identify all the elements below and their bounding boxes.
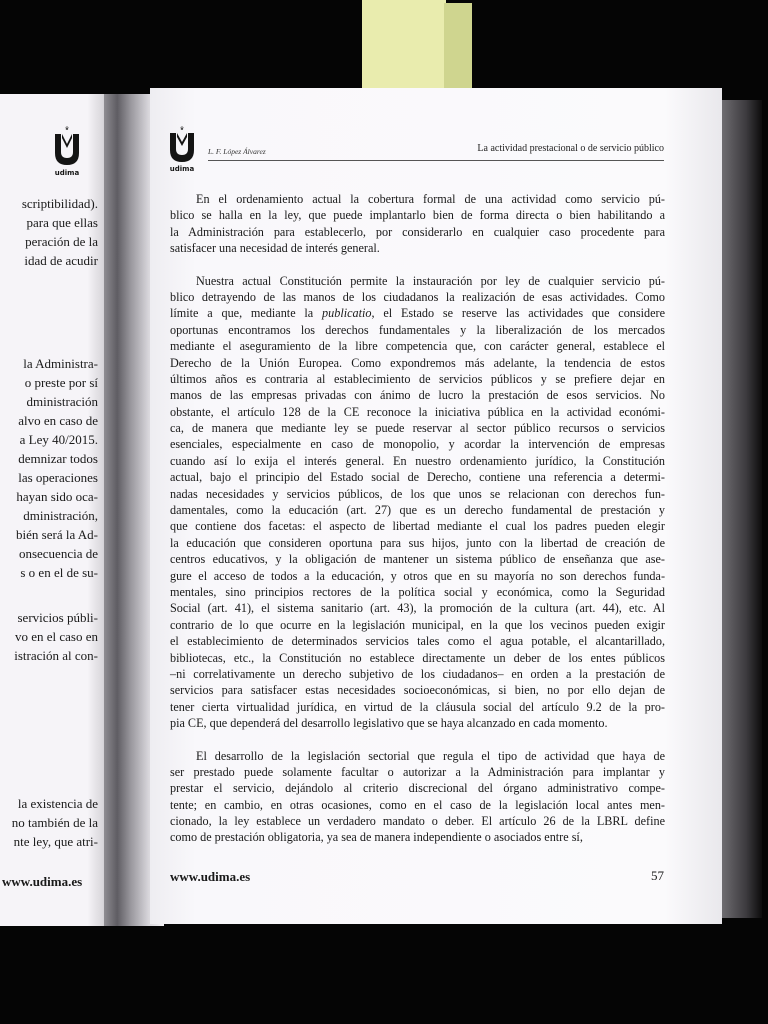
paragraph [170, 273, 665, 732]
udima-logo-icon [50, 124, 84, 184]
page-number: 57 [651, 868, 664, 883]
header-rule [208, 160, 664, 161]
left-page-line: dministración, [23, 508, 98, 523]
paragraph-line: oportunas encontramos los derechos fundamentales y la liberalización de los mercados [170, 322, 665, 337]
main-page [150, 88, 722, 924]
logo-caption: udima [54, 169, 80, 177]
left-page-line: peración de la [25, 234, 98, 249]
left-page-line: para que ellas [26, 215, 98, 230]
paragraph-line: que contiene dos facetas: el aspecto de libertad mediante el cual los padres pueden elegir [170, 519, 665, 534]
paragraph-line: últimos años es contraria al establecimiento de servicios públicos y se prefiere dejar en [170, 371, 665, 386]
paragraph-line: cionado, la ley establece un verdadero mandato o deber. El artículo 26 de la LBRL define [170, 814, 665, 829]
paragraph-line: blico se halla en la ley, que puede implantarlo bien de forma directa o bien habilitando a [170, 208, 665, 223]
paragraph-line: la educación que consideren oportuna para sus hijos, junto con la libertad de creación de [170, 535, 665, 550]
paragraph-line: gure el acceso de todos a la educación, y otros que en su mayoría no son derechos funda- [170, 568, 665, 583]
left-page-line: demnizar todos [18, 451, 98, 466]
paragraph-line: Derecho de la Unión Europea. Como expondremos más adelante, la tendencia de estos [170, 355, 665, 370]
paragraph-line: –ni correlativamente un derecho subjetivo de los ciudadanos– en orden a la prestación de [170, 666, 665, 681]
paragraph-line: pia CE, que dependerá del desarrollo legislativo que se haya alcanzado en cada momento. [170, 716, 608, 731]
page-edge-shadow [722, 100, 762, 918]
left-page-line: nte ley, que atri- [13, 834, 98, 849]
left-page-line: o preste por sí [24, 375, 98, 390]
paragraph-line: mediante el aseguramiento de la libre competencia que, con carácter general, establece el [170, 339, 665, 354]
running-header-title: La actividad prestacional o de servicio público [477, 143, 664, 154]
left-page-line: istración al con- [14, 648, 98, 663]
left-page-line: la existencia de [17, 796, 98, 811]
sticky-note-tab-edge [444, 3, 472, 88]
paragraph-line: nadas necesidades y servicios públicos, de los que unos se relacionan con derechos fun- [170, 486, 665, 501]
left-page-footer-url: www.udima.es [2, 874, 83, 889]
left-page-line: onsecuencia de [18, 546, 98, 561]
running-header-author: L. F. López Álvarez [208, 147, 266, 156]
paragraph-line: ser prestado puede solamente facultar o autorizar a la Administración para implantar y [170, 764, 665, 779]
left-page-line: alvo en caso de [18, 413, 98, 428]
logo-caption: udima [169, 165, 195, 172]
sticky-note-tab [362, 0, 446, 88]
left-page [0, 94, 112, 926]
paragraph-line: En el ordenamiento actual la cobertura formal de una actividad como servicio pú- [196, 192, 665, 206]
svg-text:♛: ♛ [64, 126, 70, 132]
left-page-line: hayan sido oca- [16, 489, 98, 504]
paragraph-line: satisfacer una necesidad de interés general. [170, 241, 380, 256]
left-page-line: dministración [26, 394, 98, 409]
paragraph-line: prestar el servicio, dejándolo al criterio discrecional del órgano administrativo compe- [170, 781, 665, 796]
body-text [170, 191, 665, 862]
left-page-line: vo en el caso en [14, 629, 98, 644]
paragraph-line: mentales, sino principios rectores de la política social y económica, como la Seguridad [170, 584, 665, 599]
paragraph-line: ca, de manera que mediante ley se puede reservar al sector público recursos o servicios [170, 421, 665, 436]
paragraph-line: tente; en cambio, en otras ocasiones, como en el caso de la legislación local antes men- [170, 797, 665, 812]
paragraph-line: cuando así lo exija el interés general. En nuestro ordenamiento jurídico, la Constitución [170, 453, 665, 468]
udima-logo-icon [165, 124, 199, 172]
svg-text:♛: ♛ [179, 126, 185, 132]
left-page-line: a Ley 40/2015. [19, 432, 98, 447]
left-page-line: scriptibilidad). [21, 196, 98, 211]
paragraph-line: obstante, el artículo 128 de la CE reconoce la iniciativa pública en la actividad económi- [170, 404, 665, 419]
italic-term: publicatio [322, 306, 372, 321]
paragraph [170, 191, 665, 257]
paragraph-line: blico detrayendo de las manos de los ciudadanos la realización de esas actividades. Como [170, 289, 665, 304]
left-page-line: las operaciones [18, 470, 98, 485]
paragraph-line: tener cierta virtualidad jurídica, en virtud de la cláusula social del artículo 9.2 de la pro- [170, 699, 665, 714]
left-page-line: servicios públi- [17, 610, 98, 625]
paragraph-line: manos de las empresas privadas con ánimo de lucro la prestación de esos servicios. No [170, 388, 665, 403]
paragraph-line: servicios para satisfacer estas necesidades socioeconómicas, si bien, no por ello dejan de [170, 683, 665, 698]
footer-url: www.udima.es [170, 869, 251, 884]
paragraph-line: la Administración para establecerlo, por considerarlo en cualquier caso procedente para [170, 224, 665, 239]
left-page-line: no también de la [11, 815, 98, 830]
paragraph-line: el establecimiento de determinados servicios tales como el agua potable, el alcantarillado, [170, 634, 665, 649]
paragraph-line: centros educativos, y la obligación de mantener un sistema público de enseñanza que ase- [170, 552, 665, 567]
paragraph-line: damentales, como la educación (art. 27) que es un derecho fundamental de prestación y [170, 503, 665, 518]
paragraph-line: como de prestación obligatoria, ya sea de manera independiente o asociados entre sí, [170, 830, 583, 845]
paragraph-line: contrario de lo que ocurre en la legislación municipal, en la que los vecinos pueden exigir [170, 617, 665, 632]
paragraph-line: actual, bajo el principio del Estado social de Derecho, contiene una referencia a determi- [170, 470, 665, 485]
left-page-line: la Administra- [23, 356, 98, 371]
paragraph-line: El desarrollo de la legislación sectorial que regula el tipo de actividad que haya de [196, 748, 665, 763]
left-page-line: idad de acudir [24, 253, 98, 268]
paragraph-line: Nuestra actual Constitución permite la instauración por ley de cualquier servicio pú- [196, 273, 665, 288]
paragraph-line: bibliotecas, etc., la Constitución no establece directamente un deber de los entes públicos [170, 650, 665, 665]
left-page-line: bién será la Ad- [16, 527, 98, 542]
paragraph-line: límite a que, mediante la publicatio, el Estado se reserve las actividades que considere [170, 306, 665, 321]
paragraph [170, 748, 665, 846]
paragraph-line: Social (art. 41), el sistema sanitario (art. 43), la promoción de la cultura (art. 44), etc. Al [170, 601, 665, 616]
left-page-line: s o en el de su- [20, 565, 98, 580]
paragraph-line: esenciales, especialmente en caso de monopolio, y acordar la intervención de empresas [170, 437, 665, 452]
